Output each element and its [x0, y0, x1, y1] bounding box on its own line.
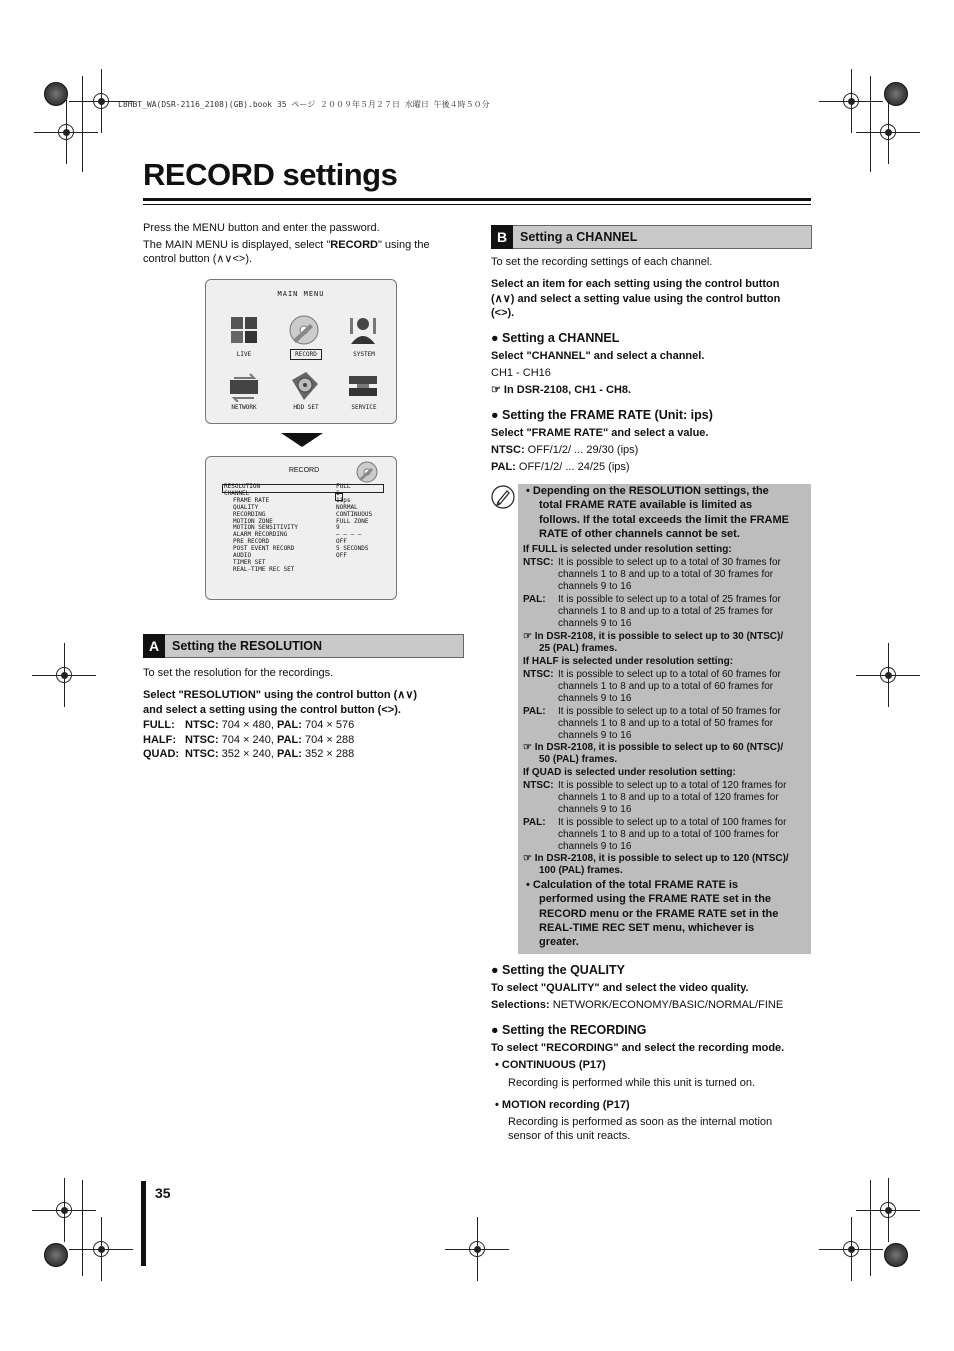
live-icon[interactable]	[228, 314, 260, 346]
section-b-desc: To set the recording settings of each channel.	[491, 256, 713, 268]
half-ntsc-text: channels 9 to 16	[558, 693, 632, 704]
row-value: CONTINUOUS	[336, 510, 373, 518]
spec-pal: 352 × 288	[304, 748, 355, 760]
system-person-icon[interactable]	[347, 314, 379, 346]
spec-pal: 704 × 576	[304, 719, 355, 731]
note-bullet-1-line: RATE of other channels cannot be set.	[539, 528, 740, 540]
half-pal-text: channels 1 to 8 and up to a total of 50 frames for	[558, 718, 774, 729]
note-bullet-1-line: • Depending on the RESOLUTION settings, the	[526, 485, 769, 497]
channel-heading: ● Setting a CHANNEL	[491, 331, 620, 345]
quad-pal-label: PAL:	[523, 817, 546, 828]
channel-instr: Select "CHANNEL" and select a channel.	[491, 350, 705, 362]
section-a-instr-2: and select a setting using the control button (<>).	[143, 704, 401, 716]
frame-rate-heading: ● Setting the FRAME RATE (Unit: ips)	[491, 408, 713, 422]
half-ntsc-label: NTSC:	[523, 669, 554, 680]
section-a-desc: To set the resolution for the recordings.	[143, 667, 334, 679]
section-b-instr-3: (<>).	[491, 307, 515, 319]
full-ref: 25 (PAL) frames.	[539, 643, 618, 654]
note-bullet-2-line: performed using the FRAME RATE set in the	[539, 893, 772, 905]
title-rule-thin	[143, 204, 811, 205]
quality-heading: ● Setting the QUALITY	[491, 963, 625, 977]
crop-line	[870, 1180, 871, 1276]
row-label: MOTION ZONE	[233, 517, 273, 525]
full-ref: ☞ In DSR-2108, it is possible to select up to 30 (NTSC)/	[523, 631, 784, 642]
selections-label: Selections:	[491, 999, 550, 1011]
spec-pal-label: PAL:	[277, 719, 302, 731]
ntsc-label: NTSC:	[491, 444, 525, 456]
selections-value: NETWORK/ECONOMY/BASIC/NORMAL/FINE	[552, 999, 784, 1011]
title-rule	[143, 198, 811, 201]
recording-opt-continuous: • CONTINUOUS (P17)	[495, 1059, 606, 1071]
full-ntsc-text: channels 9 to 16	[558, 581, 632, 592]
channel-note: ☞ In DSR-2108, CH1 - CH8.	[491, 384, 632, 396]
intro-line-1: Press the MENU button and enter the password.	[143, 222, 380, 234]
quad-ref: 100 (PAL) frames.	[539, 865, 623, 876]
record-disc-icon[interactable]	[288, 314, 320, 346]
row-label: FRAME RATE	[233, 496, 270, 504]
page-title: RECORD settings	[143, 157, 398, 192]
spec-ntsc-label: NTSC:	[185, 734, 219, 746]
half-ref: 50 (PAL) frames.	[539, 754, 618, 765]
full-pal-text: channels 1 to 8 and up to a total of 25 frames for	[558, 606, 774, 617]
page-number-bar	[141, 1181, 146, 1266]
note-pencil-icon	[491, 485, 515, 509]
crop-line	[82, 76, 83, 172]
page-number: 35	[155, 1185, 171, 1201]
crop-line	[870, 76, 871, 172]
network-icon[interactable]	[228, 370, 260, 402]
recording-heading: ● Setting the RECORDING	[491, 1023, 647, 1037]
full-pal-text: It is possible to select up to a total of 25 frames for	[558, 594, 781, 605]
table-row[interactable]	[224, 484, 394, 491]
resolution-spec-half	[143, 733, 354, 748]
section-a-instr-1: Select "RESOLUTION" using the control button (∧∨)	[143, 689, 418, 701]
quad-ntsc-text: channels 9 to 16	[558, 804, 632, 815]
quad-pal-text: It is possible to select up to a total of 100 frames for	[558, 817, 787, 828]
row-value: OFF	[336, 538, 347, 546]
half-ref: ☞ In DSR-2108, it is possible to select up to 60 (NTSC)/	[523, 742, 784, 753]
quad-ref: ☞ In DSR-2108, it is possible to select up to 120 (NTSC)/	[523, 853, 789, 864]
spec-ntsc-label: NTSC:	[185, 719, 219, 731]
note-bullet-1-line: follows. If the total exceeds the limit the FRAME	[539, 514, 789, 526]
row-value: FULL	[336, 483, 351, 490]
arrow-down-icon	[281, 433, 323, 447]
row-label: ALARM RECORDING	[233, 531, 288, 539]
spec-ntsc: 704 × 240,	[221, 734, 274, 746]
recording-opt-continuous-desc: Recording is performed while this unit is turned on.	[508, 1077, 756, 1089]
intro-line-2-post: " using the	[377, 239, 430, 251]
section-b-letter: B	[491, 225, 513, 249]
section-b-title: Setting a CHANNEL	[520, 230, 638, 244]
spec-ntsc: 352 × 240,	[221, 748, 274, 760]
full-heading: If FULL is selected under resolution setting:	[523, 544, 732, 555]
resolution-spec-full	[143, 718, 354, 733]
row-value: NORMAL	[336, 503, 358, 511]
row-value: FULL ZONE	[336, 517, 369, 525]
half-pal-text: It is possible to select up to a total of 50 frames for	[558, 706, 781, 717]
registration-disc-icon	[44, 82, 68, 106]
spec-ntsc-label: NTSC:	[185, 748, 219, 760]
quad-ntsc-label: NTSC:	[523, 780, 554, 791]
half-pal-text: channels 9 to 16	[558, 730, 632, 741]
half-ntsc-text: channels 1 to 8 and up to a total of 60 frames for	[558, 681, 774, 692]
section-a-title: Setting the RESOLUTION	[172, 639, 322, 653]
record-menu-screen	[205, 456, 397, 600]
intro-line-2-pre: The MAIN MENU is displayed, select "	[143, 239, 331, 251]
frame-rate-pal	[491, 460, 630, 475]
section-a-letter: A	[143, 634, 165, 658]
service-icon[interactable]	[347, 370, 379, 402]
quad-ntsc-text: It is possible to select up to a total of 120 frames for	[558, 780, 787, 791]
intro-record-word: RECORD	[330, 239, 378, 251]
file-header: L8HBT_WA(DSR-2116_2108)(GB).book 35 ページ ２００９年５月２７日 水曜日 午後４時５０分	[118, 100, 490, 109]
crop-line	[82, 1180, 83, 1276]
main-menu-title: MAIN MENU	[277, 290, 325, 298]
quality-instr: To select "QUALITY" and select the video quality.	[491, 982, 749, 994]
half-heading: If HALF is selected under resolution setting:	[523, 656, 734, 667]
quad-pal-text: channels 1 to 8 and up to a total of 100 frames for	[558, 829, 779, 840]
row-label: RECORDING	[233, 510, 266, 518]
row-value: 9	[336, 524, 340, 532]
quad-heading: If QUAD is selected under resolution setting:	[523, 767, 736, 778]
frame-rate-note-box	[518, 484, 811, 954]
pal-value: OFF/1/2/ ... 24/25 (ips)	[518, 461, 630, 473]
menu-item-network[interactable]: NETWORK	[231, 404, 257, 411]
spec-ntsc: 704 × 480,	[221, 719, 274, 731]
frame-rate-instr: Select "FRAME RATE" and select a value.	[491, 427, 709, 439]
row-label: AUDIO	[233, 552, 252, 560]
record-disc-icon	[356, 461, 378, 483]
row-label: CHANNEL	[224, 489, 250, 497]
menu-item-service[interactable]: SERVICE	[351, 404, 377, 411]
recording-opt-motion-desc: sensor of this unit reacts.	[508, 1130, 631, 1142]
full-ntsc-text: channels 1 to 8 and up to a total of 30 frames for	[558, 569, 774, 580]
spec-pal: 704 × 288	[304, 734, 355, 746]
hdd-icon[interactable]	[288, 370, 320, 402]
full-ntsc-text: It is possible to select up to a total of 30 frames for	[558, 557, 781, 568]
note-bullet-1-line: total FRAME RATE available is limited as	[539, 499, 753, 511]
menu-item-system[interactable]: SYSTEM	[353, 351, 375, 358]
note-bullet-2-line: • Calculation of the total FRAME RATE is	[526, 879, 739, 891]
recording-opt-motion-desc: Recording is performed as soon as the internal motion	[508, 1116, 773, 1128]
spec-mode: QUAD:	[143, 748, 180, 760]
frame-rate-ntsc	[491, 443, 638, 458]
row-value: 5 SECONDS	[336, 545, 369, 553]
row-label: PRE RECORD	[233, 538, 270, 546]
spec-pal-label: PAL:	[277, 748, 302, 760]
table-row[interactable]	[224, 567, 394, 574]
intro-line-3: control button (∧∨<>).	[143, 253, 253, 265]
row-label: TIMER SET	[233, 558, 266, 566]
quad-pal-text: channels 9 to 16	[558, 841, 632, 852]
full-ntsc-label: NTSC:	[523, 557, 554, 568]
recording-opt-motion: • MOTION recording (P17)	[495, 1099, 630, 1111]
spec-mode: FULL:	[143, 719, 175, 731]
quality-selections	[491, 998, 783, 1013]
full-pal-label: PAL:	[523, 594, 546, 605]
pal-label: PAL:	[491, 461, 516, 473]
row-label: REAL-TIME REC SET	[233, 565, 295, 573]
section-b-instr-2: (∧∨) and select a setting value using the control button	[491, 293, 781, 305]
row-value: — — — —	[336, 531, 362, 539]
row-label: RESOLUTION	[224, 483, 261, 490]
spec-mode: HALF:	[143, 734, 176, 746]
row-label: QUALITY	[233, 503, 259, 511]
main-menu-screen	[205, 279, 397, 424]
note-bullet-2-line: RECORD menu or the FRAME RATE set in the	[539, 908, 779, 920]
section-a-header	[143, 634, 464, 658]
section-b-instr-1: Select an item for each setting using the control button	[491, 278, 780, 290]
resolution-spec-quad	[143, 747, 354, 762]
section-b-header	[491, 225, 812, 249]
menu-item-live[interactable]: LIVE	[236, 351, 252, 358]
row-value: 1ips	[336, 496, 351, 504]
half-pal-label: PAL:	[523, 706, 546, 717]
quad-ntsc-text: channels 1 to 8 and up to a total of 120 frames for	[558, 792, 779, 803]
record-menu-rows	[224, 484, 394, 574]
row-label: POST EVENT RECORD	[233, 545, 295, 553]
row-value: OFF	[336, 552, 347, 560]
registration-disc-icon	[44, 1243, 68, 1267]
half-ntsc-text: It is possible to select up to a total of 60 frames for	[558, 669, 781, 680]
registration-disc-icon	[884, 1243, 908, 1267]
menu-item-hdd-set[interactable]: HDD SET	[293, 404, 319, 411]
channel-range: CH1 - CH16	[491, 367, 551, 379]
ntsc-value: OFF/1/2/ ... 29/30 (ips)	[527, 444, 639, 456]
full-pal-text: channels 9 to 16	[558, 618, 632, 629]
menu-item-record[interactable]: RECORD	[290, 349, 322, 360]
note-bullet-2-line: REAL-TIME REC SET menu, whichever is	[539, 922, 755, 934]
note-bullet-2-line: greater.	[539, 936, 579, 948]
intro-line-2	[143, 238, 430, 253]
row-label: MOTION SENSITIVITY	[233, 524, 299, 532]
recording-instr: To select "RECORDING" and select the recording mode.	[491, 1042, 785, 1054]
record-menu-title: RECORD	[288, 467, 320, 474]
row-value: 1	[336, 489, 340, 497]
spec-pal-label: PAL:	[277, 734, 302, 746]
